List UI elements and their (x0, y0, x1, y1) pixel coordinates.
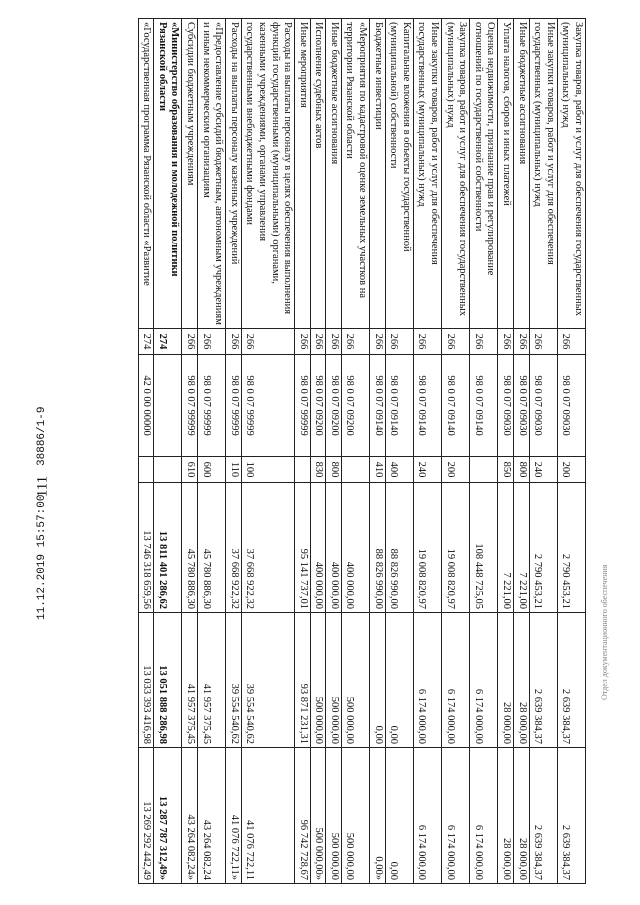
row-vr: 100 (241, 457, 294, 483)
row-csr: 98 0 07 09140 (385, 355, 413, 457)
row-name: Иные мероприятия (295, 19, 311, 329)
table-row (341, 19, 369, 884)
row-csr: 98 0 07 99999 (295, 355, 311, 457)
row-vr: 830 (310, 457, 326, 483)
footer-doc-code: 38886/1-9 (36, 406, 48, 466)
row-csr: 98 0 07 09140 (413, 355, 441, 457)
row-code: 266 (295, 329, 311, 355)
row-value-2020: 6 174 000,00 (442, 613, 470, 748)
row-vr (154, 457, 182, 483)
row-value-2019: 108 448 725,05 (470, 483, 498, 613)
row-csr: 98 0 07 99999 (226, 355, 242, 457)
row-vr (138, 457, 154, 483)
row-code: 266 (341, 329, 369, 355)
table-row (241, 19, 294, 884)
row-csr: 98 0 07 09200 (326, 355, 342, 457)
row-value-2021: 41 076 722,11 (241, 748, 294, 884)
row-code: 274 (138, 329, 154, 355)
table-row (197, 19, 225, 884)
row-csr: 98 0 07 09140 (470, 355, 498, 457)
budget-table-sheet (96, 18, 586, 883)
row-code: 266 (498, 329, 514, 355)
row-name: «Министерство образования и молодежной политики Рязанской области (154, 19, 182, 329)
row-vr: 110 (226, 457, 242, 483)
row-name: Исполнение судебных актов (310, 19, 326, 329)
row-vr: 800 (326, 457, 342, 483)
row-vr: 400 (385, 457, 413, 483)
row-value-2021: 2 639 384,37 (557, 748, 585, 884)
row-value-2020: 13 033 393 416,98 (138, 613, 154, 748)
row-value-2020: 39 554 540,62 (241, 613, 294, 748)
table-row (370, 19, 386, 884)
row-code: 274 (154, 329, 182, 355)
row-value-2021: 6 174 000,00 (442, 748, 470, 884)
row-value-2021: 43 264 082,24 (197, 748, 225, 884)
row-value-2019: 19 008 820,97 (442, 483, 470, 613)
row-name: Закупка товаров, работ и услуг для обеспечения государственных (муниципальных) нужд (557, 19, 585, 329)
row-value-2020: 500 000,00 (341, 613, 369, 748)
row-value-2019: 400 000,00 (341, 483, 369, 613)
row-name: Закупка товаров, работ и услуг для обеспечения государственных (муниципальных) нужд (442, 19, 470, 329)
row-value-2020: 0,00 (385, 613, 413, 748)
row-vr: 800 (514, 457, 530, 483)
row-vr (470, 457, 498, 483)
footer-datetime: 11.12.2019 15:57:00 (36, 494, 48, 620)
row-value-2021: 13 287 787 312,49» (154, 748, 182, 884)
table-row (413, 19, 441, 884)
row-value-2019: 45 780 886,30 (182, 483, 198, 613)
row-csr: 98 0 07 99999 (182, 355, 198, 457)
row-code: 266 (470, 329, 498, 355)
row-value-2021: 28 000,00 (498, 748, 514, 884)
row-value-2021: 0,00» (370, 748, 386, 884)
row-value-2019: 19 008 820,97 (413, 483, 441, 613)
row-code: 266 (413, 329, 441, 355)
row-value-2020: 6 174 000,00 (413, 613, 441, 748)
row-name: Оценка недвижимости, признание прав и регулирование отношений по государственной собственности (470, 19, 498, 329)
row-value-2020: 500 000,00 (326, 613, 342, 748)
table-row (326, 19, 342, 884)
row-value-2020: 500 000,00 (310, 613, 326, 748)
row-code: 266 (197, 329, 225, 355)
row-value-2021: 43 264 082,24» (182, 748, 198, 884)
row-code: 266 (557, 329, 585, 355)
row-csr: 42 0 00 00000 (138, 355, 154, 457)
row-value-2021: 2 639 384,37 (529, 748, 557, 884)
row-value-2021: 6 174 000,00 (470, 748, 498, 884)
row-vr: 850 (498, 457, 514, 483)
row-name: «Предоставление субсидий бюджетным, автономным учреждениям и иным некоммерческим организациям (197, 19, 225, 329)
row-value-2019: 88 826 990,00 (385, 483, 413, 613)
row-value-2021: 500 000,00» (310, 748, 326, 884)
row-csr: 98 0 07 09030 (557, 355, 585, 457)
row-value-2021: 28 000,00 (514, 748, 530, 884)
row-name: Расходы на выплаты персоналу в целях обеспечения выполнения функций государственными (муниципальными) органами, казенными учреждениями, органами управления государственными внебюджетными фондами (241, 19, 294, 329)
row-csr: 98 0 07 09030 (514, 355, 530, 457)
row-vr: 240 (413, 457, 441, 483)
row-code: 266 (370, 329, 386, 355)
row-name: Иные закупки товаров, работ и услуг для обеспечения государственных (муниципальных) нужд (413, 19, 441, 329)
row-value-2021: 500 000,00 (341, 748, 369, 884)
row-value-2020: 41 957 375,45 (182, 613, 198, 748)
row-value-2019: 88 826 990,00 (370, 483, 386, 613)
table-row (529, 19, 557, 884)
budget-table-body (138, 19, 585, 884)
row-code: 266 (326, 329, 342, 355)
row-value-2019: 2 790 453,21 (557, 483, 585, 613)
row-value-2020: 28 000,00 (498, 613, 514, 748)
row-vr: 200 (557, 457, 585, 483)
row-value-2021: 96 742 728,67 (295, 748, 311, 884)
row-name: Расходы на выплаты персоналу казенных учреждений (226, 19, 242, 329)
row-value-2019: 13 811 401 286,62 (154, 483, 182, 613)
row-csr: 98 0 07 99999 (241, 355, 294, 457)
row-value-2020: 28 000,00 (514, 613, 530, 748)
row-name: «Государственная программа Рязанской области «Развитие (138, 19, 154, 329)
row-value-2020: 2 639 384,37 (557, 613, 585, 748)
row-code: 266 (514, 329, 530, 355)
row-code: 266 (310, 329, 326, 355)
row-csr: 98 0 07 09030 (529, 355, 557, 457)
row-name: Иные закупки товаров, работ и услуг для обеспечения государственных (муниципальных) нужд (529, 19, 557, 329)
table-row (470, 19, 498, 884)
table-row (138, 19, 154, 884)
row-value-2020: 41 957 375,45 (197, 613, 225, 748)
footer-stamp (36, 385, 48, 620)
row-value-2021: 13 269 292 442,49 (138, 748, 154, 884)
row-vr (295, 457, 311, 483)
row-value-2020: 13 051 888 286,98 (154, 613, 182, 748)
row-value-2019: 400 000,00 (310, 483, 326, 613)
row-code: 266 (226, 329, 242, 355)
row-csr: 98 0 07 09200 (341, 355, 369, 457)
row-name: Капитальные вложения в объекты государственной (муниципальной) собственности (385, 19, 413, 329)
table-row (182, 19, 198, 884)
row-value-2019: 400 000,00 (326, 483, 342, 613)
table-row (557, 19, 585, 884)
row-name: Иные бюджетные ассигнования (514, 19, 530, 329)
row-code: 266 (442, 329, 470, 355)
row-value-2019: 37 668 922,32 (241, 483, 294, 613)
row-value-2019: 7 221,00 (498, 483, 514, 613)
row-csr: 98 0 07 99999 (197, 355, 225, 457)
row-csr (154, 355, 182, 457)
row-value-2019: 45 780 886,30 (197, 483, 225, 613)
page-number: 111 (34, 475, 51, 498)
row-csr: 98 0 07 09030 (498, 355, 514, 457)
row-value-2019: 13 746 318 659,56 (138, 483, 154, 613)
row-value-2020: 0,00 (370, 613, 386, 748)
table-row (310, 19, 326, 884)
table-row (226, 19, 242, 884)
row-value-2020: 93 871 231,31 (295, 613, 311, 748)
row-vr: 410 (370, 457, 386, 483)
row-name: Бюджетные инвестиции (370, 19, 386, 329)
row-name: «Мероприятия по кадастровой оценке земельных участков на территории Рязанской области (341, 19, 369, 329)
row-csr: 98 0 07 09200 (310, 355, 326, 457)
row-vr: 200 (442, 457, 470, 483)
row-code: 266 (182, 329, 198, 355)
scan-watermark-note: Отдел документационного обеспечения (600, 564, 609, 700)
row-csr: 98 0 07 09140 (442, 355, 470, 457)
row-vr (341, 457, 369, 483)
row-vr: 600 (197, 457, 225, 483)
row-code: 266 (529, 329, 557, 355)
row-name: Иные бюджетные ассигнования (326, 19, 342, 329)
row-code: 266 (385, 329, 413, 355)
row-value-2020: 39 554 540,62 (226, 613, 242, 748)
row-value-2020: 6 174 000,00 (470, 613, 498, 748)
row-value-2019: 2 790 453,21 (529, 483, 557, 613)
row-value-2019: 37 668 922,32 (226, 483, 242, 613)
row-value-2019: 95 141 737,01 (295, 483, 311, 613)
row-value-2021: 500 000,00 (326, 748, 342, 884)
table-row (154, 19, 182, 884)
row-value-2019: 7 221,00 (514, 483, 530, 613)
row-vr: 610 (182, 457, 198, 483)
table-row (498, 19, 514, 884)
row-name: Субсидии бюджетным учреждениям (182, 19, 198, 329)
budget-table (138, 18, 586, 884)
table-row (295, 19, 311, 884)
table-row (514, 19, 530, 884)
row-csr: 98 0 07 09140 (370, 355, 386, 457)
row-value-2021: 0,00 (385, 748, 413, 884)
table-row (385, 19, 413, 884)
row-name: Уплата налогов, сборов и иных платежей (498, 19, 514, 329)
row-value-2020: 2 639 384,37 (529, 613, 557, 748)
table-row (442, 19, 470, 884)
row-value-2021: 6 174 000,00 (413, 748, 441, 884)
row-value-2021: 41 076 722,11» (226, 748, 242, 884)
row-vr: 240 (529, 457, 557, 483)
row-code: 266 (241, 329, 294, 355)
